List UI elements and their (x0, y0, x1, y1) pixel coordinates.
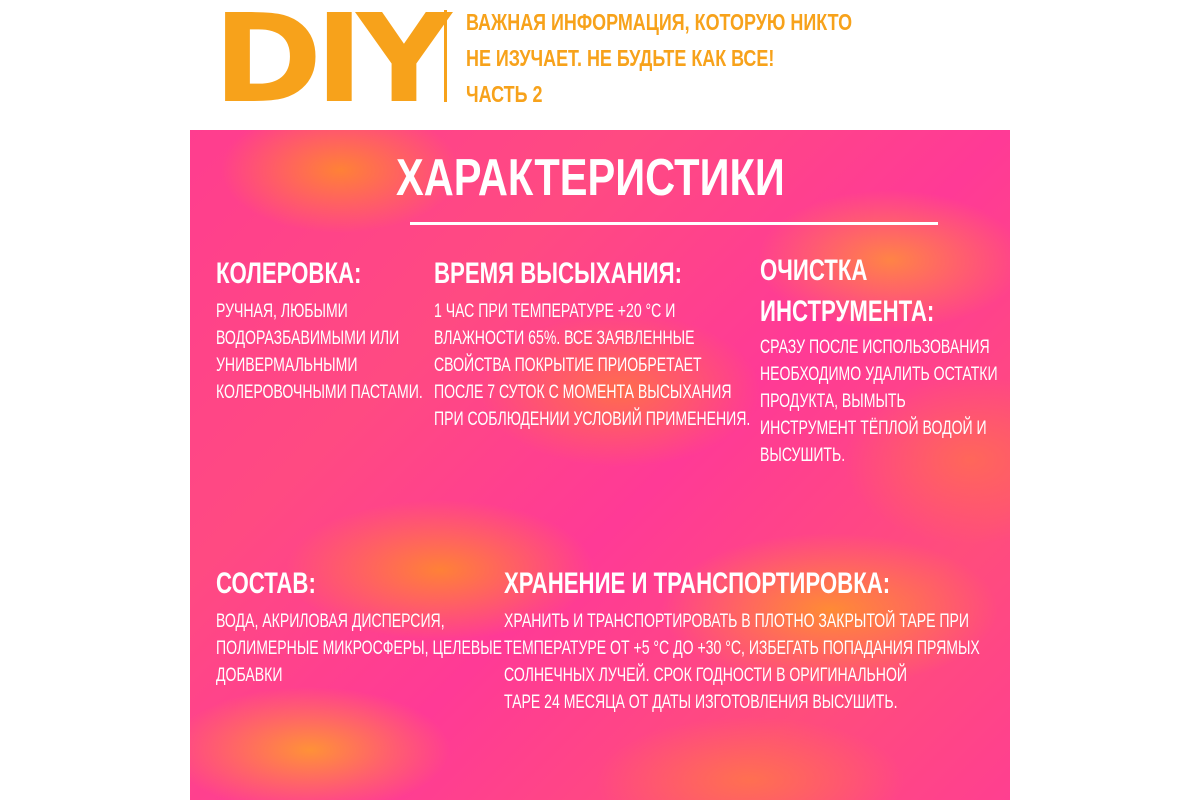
text-line: ВОДОРАЗБАВИМЫМИ ИЛИ (216, 328, 400, 349)
section-text (216, 298, 423, 406)
text-line: КОЛЕРОВОЧНЫМИ ПАСТАМИ. (216, 382, 423, 403)
section-tool-cleaning (760, 250, 1010, 469)
text-line: ДОБАВКИ (216, 665, 283, 686)
section-text (434, 298, 750, 433)
text-line: СРАЗУ ПОСЛЕ ИСПОЛЬЗОВАНИЯ (760, 337, 990, 358)
text-line: РУЧНАЯ, ЛЮБЫМИ (216, 301, 348, 322)
tagline-line-1: ВАЖНАЯ ИНФОРМАЦИЯ, КОТОРУЮ НИКТО (466, 9, 853, 35)
section-heading (760, 250, 998, 332)
heading-line: ОЧИСТКА (760, 254, 868, 287)
panel-title: ХАРАКТЕРИСТИКИ (396, 149, 785, 207)
text-line: НЕОБХОДИМО УДАЛИТЬ ОСТАТКИ (760, 364, 998, 385)
text-line: ПРОДУКТА, ВЫМЫТЬ (760, 391, 906, 412)
text-line: ИНСТРУМЕНТ ТЁПЛОЙ ВОДОЙ И (760, 418, 987, 439)
text-line: СОЛНЕЧНЫХ ЛУЧЕЙ. СРОК ГОДНОСТИ В ОРИГИНАЛЬНОЙ (504, 665, 907, 686)
text-line: ХРАНИТЬ И ТРАНСПОРТИРОВАТЬ В ПЛОТНО ЗАКРЫТОЙ ТАРЕ ПРИ (504, 611, 969, 632)
tagline-line-2: НЕ ИЗУЧАЕТ. НЕ БУДЬТЕ КАК ВСЕ! (466, 45, 775, 71)
text-line: ВОДА, АКРИЛОВАЯ ДИСПЕРСИЯ, (216, 611, 445, 632)
section-text (216, 608, 502, 689)
section-storage (504, 564, 1010, 716)
tagline (466, 4, 986, 112)
tagline-line-3: ЧАСТЬ 2 (466, 81, 543, 107)
text-line: УНИВЕРМАЛЬНЫМИ (216, 355, 358, 376)
header-divider (444, 10, 447, 102)
diy-logo: DIY (213, 0, 445, 130)
text-line: ПОЛИМЕРНЫЕ МИКРОСФЕРЫ, ЦЕЛЕВЫЕ (216, 638, 503, 659)
header (0, 0, 1200, 130)
section-heading: ВРЕМЯ ВЫСЫХАНИЯ: (434, 257, 682, 290)
text-line: ПОСЛЕ 7 СУТОК С МОМЕНТА ВЫСЫХАНИЯ (434, 382, 732, 403)
text-line: СВОЙСТВА ПОКРЫТИЕ ПРИОБРЕТАЕТ (434, 355, 702, 376)
section-heading: КОЛЕРОВКА: (216, 257, 362, 290)
text-line: ПРИ СОБЛЮДЕНИИ УСЛОВИЙ ПРИМЕНЕНИЯ. (434, 409, 751, 430)
characteristics-panel (190, 130, 1010, 800)
section-heading: ХРАНЕНИЕ И ТРАНСПОРТИРОВКА: (504, 567, 891, 600)
text-line: 1 ЧАС ПРИ ТЕМПЕРАТУРЕ +20 °С И (434, 301, 676, 322)
heading-line: ИНСТРУМЕНТА: (760, 295, 935, 328)
title-divider (410, 222, 938, 225)
section-text (760, 334, 998, 469)
section-heading: СОСТАВ: (216, 567, 316, 600)
text-line: ТАРЕ 24 МЕСЯЦА ОТ ДАТЫ ИЗГОТОВЛЕНИЯ ВЫСУШИТЬ. (504, 692, 898, 713)
section-text (504, 608, 980, 716)
text-line: ТЕМПЕРАТУРЕ ОТ +5 °С ДО +30 °С, ИЗБЕГАТЬ ПОПАДАНИЯ ПРЯМЫХ (504, 638, 980, 659)
text-line: ВЛАЖНОСТИ 65%. ВСЕ ЗАЯВЛЕННЫЕ (434, 328, 695, 349)
text-line: ВЫСУШИТЬ. (760, 445, 846, 466)
